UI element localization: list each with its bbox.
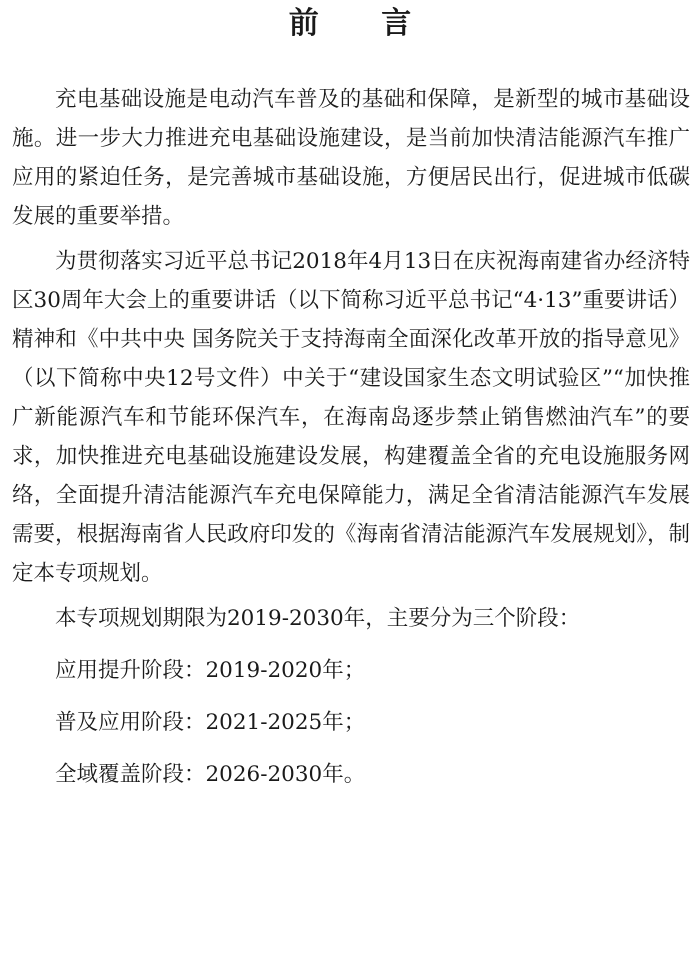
planning-period-line: 本专项规划期限为2019-2030年，主要分为三个阶段：: [55, 606, 581, 631]
document-body: [12, 80, 690, 807]
stage-line-2: 普及应用阶段：2021-2025年；: [55, 710, 366, 735]
page-title: 前 言: [288, 6, 438, 41]
stage-line-3: 全域覆盖阶段：2026-2030年。: [55, 762, 366, 787]
paragraph-intro: 充电基础设施是电动汽车普及的基础和保障，是新型的城市基础设施。进一步大力推进充电基础设施建设，是当前加快清洁能源汽车推广应用的紧迫任务，是完善城市基础设施，方便居民出行，促进城市低碳发展的重要举措。: [12, 87, 690, 229]
stage-line-1: 应用提升阶段：2019-2020年；: [55, 658, 366, 683]
paragraph-background: 为贯彻落实习近平总书记2018年4月13日在庆祝海南建省办经济特区30周年大会上的重要讲话（以下简称习近平总书记“4·13”重要讲话）精神和《中共中央 国务院关于支持海南全面深化改革开放的指导意见》（以下简称中央12号文件）中关于“建设国家生态文明试验区”“加快推广新能源汽车和节能环保汽车，在海南岛逐步禁止销售燃油汽车”的要求，加快推进充电基础设施建设发展，构建覆盖全省的充电设施服务网络，全面提升清洁能源汽车充电保障能力，满足全省清洁能源汽车发展需要，根据海南省人民政府印发的《海南省清洁能源汽车发展规划》，制定本专项规划。: [12, 249, 690, 586]
